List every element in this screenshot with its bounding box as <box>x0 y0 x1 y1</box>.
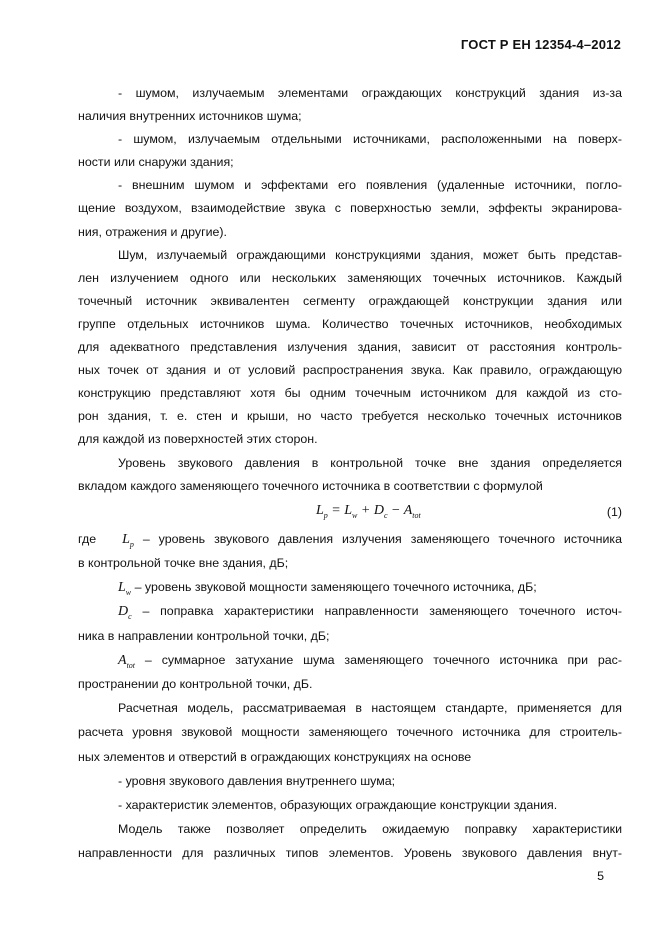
text-line: направленности для различных типов элементов. Уровень звукового давления внут- <box>78 846 622 861</box>
text-line: Шум, излучаемый ограждающими конструкциями здания, может быть представ- <box>118 247 622 262</box>
formula-expression: $L_p = L_w + D_c - A_{tot}$ <box>316 502 421 520</box>
text-line: в контрольной точке вне здания, дБ; <box>78 555 289 570</box>
text-line: лен излучением одного или нескольких заменяющих точечных источников. Каждый <box>78 270 622 285</box>
definition-lp: где $L_p$ – уровень звукового давления излучения заменяющего точечного источника <box>78 531 622 549</box>
definition-lw: $L_w$ – уровень звуковой мощности заменяющего точечного источника, дБ; <box>118 580 537 597</box>
text-line: - внешним шумом и эффектами его появления (удаленные источники, погло- <box>118 178 622 193</box>
text-line: щение воздухом, взаимодействие звука с поверхностью земли, эффекты экранирова- <box>78 201 622 216</box>
text-line: конструкцию представляют хотя бы одним точечным источником для каждой из сто- <box>78 386 622 401</box>
definition-dc: $D_c$ – поправка характеристики направленности заменяющего точечного источ- <box>118 604 622 622</box>
text-line: для каждой из поверхностей этих сторон. <box>78 432 318 447</box>
document-header: ГОСТ Р ЕН 12354-4–2012 <box>460 37 621 52</box>
text-line: ния, отражения и другие). <box>78 224 227 239</box>
text-line: группе отдельных источников шума. Количество точечных источников, необходимых <box>78 316 622 331</box>
page-body <box>78 82 622 884</box>
text-line: Расчетная модель, рассматриваемая в настоящем стандарте, применяется для <box>118 701 622 716</box>
text-line: - шумом, излучаемым элементами ограждающих конструкций здания из-за <box>118 86 622 100</box>
text-line: расчета уровня звуковой мощности заменяющего точечного источника для строитель- <box>78 725 622 740</box>
text-line: - шумом, излучаемым отдельными источниками, расположенными на поверх- <box>118 132 622 147</box>
text-line: - характеристик элементов, образующих ограждающие конструкции здания. <box>118 797 558 812</box>
text-line: Уровень звукового давления в контрольной точке вне здания определяется <box>118 455 622 470</box>
text-line: ных точек от здания и от условий распространения звука. Как правило, ограждающую <box>78 363 622 378</box>
text-line: ности или снаружи здания; <box>78 155 234 170</box>
text-line: рон здания, т. е. стен и крыши, но часто требуется несколько точечных источников <box>78 409 622 424</box>
text-line: вкладом каждого заменяющего точечного источника в соответствии с формулой <box>78 478 543 493</box>
page-number: 5 <box>597 868 604 883</box>
definition-atot: $A_{tot}$ – суммарное затухание шума заменяющего точечного источника при рас- <box>118 652 622 670</box>
text-block-intro <box>78 82 622 498</box>
formula-number: (1) <box>606 504 622 519</box>
text-line: для адекватного представления излучения здания, зависит от расстояния контроль- <box>78 340 622 355</box>
text-line: ных элементов и отверстий в ограждающих конструкциях на основе <box>78 749 472 764</box>
text-line: точечный источник эквивалентен сегменту ограждающей конструкции здания или <box>78 293 622 308</box>
text-line: наличия внутренних источников шума; <box>78 109 302 124</box>
text-line: ника в направлении контрольной точки, дБ; <box>78 628 330 643</box>
formula-1 <box>78 498 622 527</box>
text-line: пространении до контрольной точки, дБ. <box>78 676 313 691</box>
text-line: Модель также позволяет определить ожидаемую поправку характеристики <box>118 822 622 837</box>
text-line: - уровня звукового давления внутреннего шума; <box>118 773 396 788</box>
text-block-definitions <box>78 527 622 866</box>
